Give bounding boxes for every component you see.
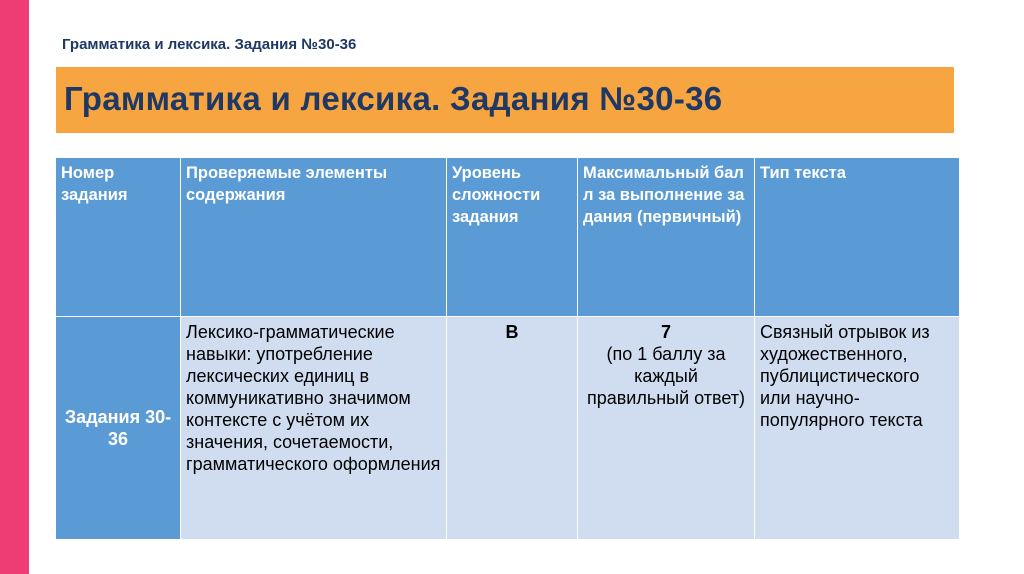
header-difficulty-level: Уровень сложности задания bbox=[447, 158, 578, 317]
header-content-elements: Проверяемые элементы содержания bbox=[181, 158, 447, 317]
table-header-row bbox=[56, 158, 960, 317]
left-accent-bar bbox=[0, 0, 29, 574]
row-text-type: Связный отрывок из художественного, публицистического или научно-популярного текста bbox=[755, 317, 960, 540]
header-task-number: Номер задания bbox=[56, 158, 181, 317]
table-row bbox=[56, 317, 960, 540]
title-banner bbox=[56, 67, 954, 133]
slide-subtitle: Грамматика и лексика. Задания №30-36 bbox=[62, 36, 357, 53]
tasks-table bbox=[55, 157, 960, 540]
header-max-score: Максимальный балл за выполнение задания (первичный) bbox=[578, 158, 755, 317]
row-max-score: 7 bbox=[660, 322, 671, 342]
row-content-elements: Лексико-грамматические навыки: употребление лексических единиц в коммуникативно значимом контексте с учётом их значения, сочетаемости, грамматического оформления bbox=[181, 317, 447, 540]
header-text-type: Тип текста bbox=[755, 158, 960, 317]
row-score-note: (по 1 баллу за каждый правильный ответ) bbox=[586, 344, 746, 408]
row-difficulty-level: В bbox=[447, 317, 578, 540]
row-task-label: Задания 30-36 bbox=[56, 317, 181, 540]
row-max-score-cell bbox=[578, 317, 755, 540]
slide-title: Грамматика и лексика. Задания №30-36 bbox=[64, 80, 723, 117]
